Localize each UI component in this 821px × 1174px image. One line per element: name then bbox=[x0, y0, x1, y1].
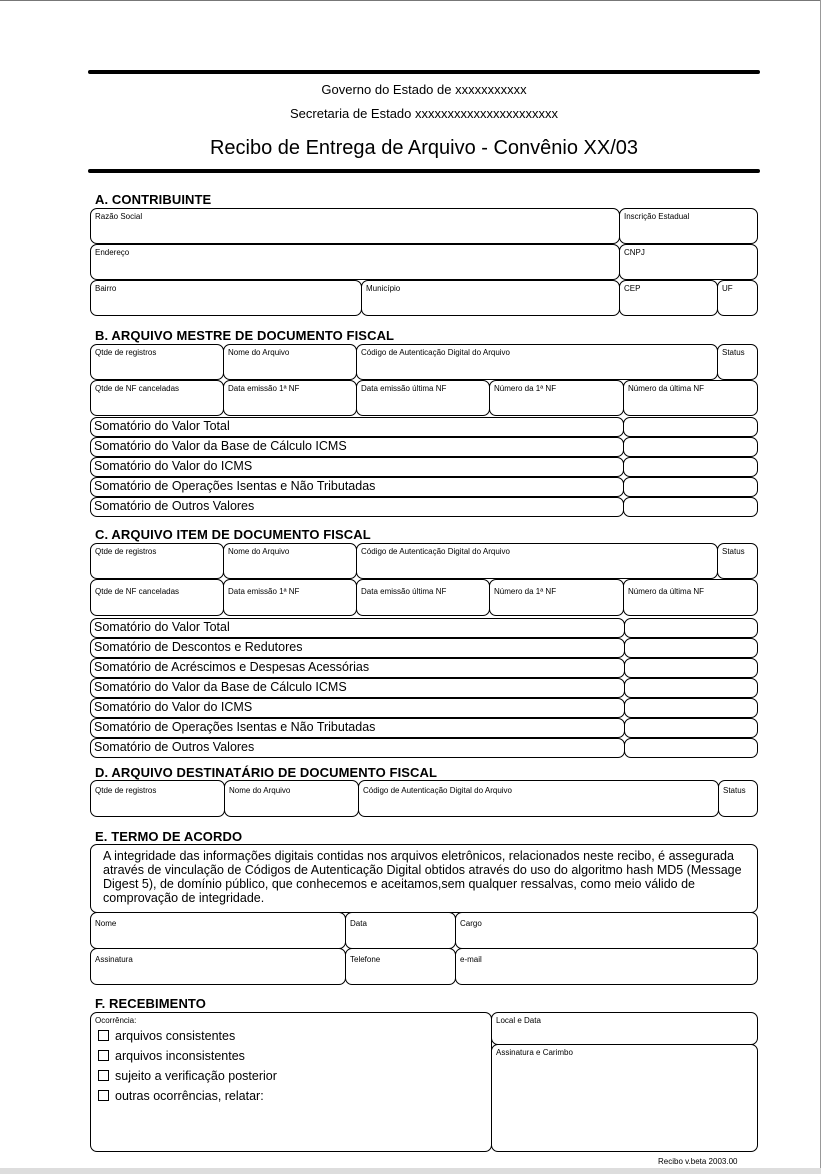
endereco-label: Endereço bbox=[95, 248, 130, 257]
bairro-field[interactable] bbox=[90, 280, 362, 316]
version-footer: Recibo v.beta 2003.00 bbox=[658, 1157, 738, 1166]
telefone-field[interactable] bbox=[345, 948, 456, 985]
page-title: Recibo de Entrega de Arquivo - Convênio XX/03 bbox=[209, 137, 639, 159]
section-f-title: F. RECEBIMENTO bbox=[95, 996, 206, 1011]
c-sum-label: Somatório de Descontos e Redutores bbox=[94, 640, 303, 654]
nome-label: Nome bbox=[95, 919, 117, 928]
telefone-label: Telefone bbox=[350, 955, 381, 964]
c-numero-1nf-label: Número da 1ª NF bbox=[494, 587, 557, 596]
data-field[interactable] bbox=[345, 912, 456, 949]
assinatura-field[interactable] bbox=[90, 948, 346, 985]
c-sum-label: Somatório do Valor da Base de Cálculo ICMS bbox=[94, 680, 347, 694]
termo-acordo-box bbox=[90, 844, 758, 913]
b-numero-1nf-label: Número da 1ª NF bbox=[494, 384, 557, 393]
c-sum-value-field[interactable] bbox=[624, 638, 758, 658]
checkbox-icon[interactable] bbox=[98, 1030, 109, 1041]
b-numero-ultima-field[interactable] bbox=[623, 380, 758, 416]
option-label: arquivos consistentes bbox=[115, 1029, 236, 1043]
b-sum-value-field[interactable] bbox=[623, 417, 758, 437]
b-sum-value-field[interactable] bbox=[623, 477, 758, 497]
c-sum-label: Somatório do Valor Total bbox=[94, 620, 230, 634]
cnpj-field[interactable] bbox=[619, 244, 758, 280]
c-qtde-registros-label: Qtde de registros bbox=[95, 547, 157, 556]
c-qtde-nf-canceladas-field[interactable] bbox=[90, 579, 224, 616]
c-qtde-nf-canceladas-label: Qtde de NF canceladas bbox=[95, 587, 180, 596]
b-sum-label: Somatório do Valor do ICMS bbox=[94, 459, 253, 473]
b-sum-value-field[interactable] bbox=[623, 457, 758, 477]
b-qtde-registros-label: Qtde de registros bbox=[95, 348, 157, 357]
cargo-label: Cargo bbox=[460, 919, 482, 928]
c-data-emissao-1nf-label: Data emissão 1ª NF bbox=[228, 587, 300, 596]
c-sum-row bbox=[90, 638, 625, 658]
checkbox-icon[interactable] bbox=[98, 1050, 109, 1061]
c-data-emissao-ultima-field[interactable] bbox=[356, 579, 490, 616]
razao-social-label: Razão Social bbox=[95, 212, 143, 221]
d-codigo-autenticacao-field[interactable] bbox=[358, 780, 719, 817]
option-label: outras ocorrências, relatar: bbox=[115, 1089, 264, 1103]
b-qtde-registros-field[interactable] bbox=[90, 344, 224, 380]
c-status-label: Status bbox=[722, 547, 745, 556]
c-sum-label: Somatório de Acréscimos e Despesas Acessórias bbox=[94, 660, 370, 674]
inscricao-estadual-field[interactable] bbox=[619, 208, 758, 244]
c-sum-label: Somatório do Valor do ICMS bbox=[94, 700, 253, 714]
uf-field[interactable] bbox=[717, 280, 758, 316]
ocorrencia-box bbox=[90, 1012, 492, 1152]
inscricao-estadual-label: Inscrição Estadual bbox=[624, 212, 690, 221]
c-qtde-registros-field[interactable] bbox=[90, 543, 224, 579]
b-qtde-nf-canceladas-label: Qtde de NF canceladas bbox=[95, 384, 180, 393]
d-codigo-autenticacao-label: Código de Autenticação Digital do Arquivo bbox=[363, 786, 512, 795]
b-numero-ultima-label: Número da última NF bbox=[628, 384, 705, 393]
d-qtde-registros-label: Qtde de registros bbox=[95, 786, 157, 795]
b-sum-label: Somatório do Valor Total bbox=[94, 419, 230, 433]
c-sum-label: Somatório de Outros Valores bbox=[94, 740, 255, 754]
b-sum-label: Somatório de Outros Valores bbox=[94, 499, 255, 513]
c-codigo-autenticacao-field[interactable] bbox=[356, 543, 718, 579]
b-nome-arquivo-label: Nome do Arquivo bbox=[228, 348, 290, 357]
header-secretariat: Secretaria de Estado xxxxxxxxxxxxxxxxxxxxxx bbox=[289, 106, 559, 121]
b-sum-row bbox=[90, 497, 624, 517]
assinatura-label: Assinatura bbox=[95, 955, 133, 964]
b-status-label: Status bbox=[722, 348, 745, 357]
b-numero-1nf-field[interactable] bbox=[489, 380, 624, 416]
c-numero-1nf-field[interactable] bbox=[489, 579, 624, 616]
option-outras-ocorrencias[interactable] bbox=[98, 1089, 264, 1103]
cep-label: CEP bbox=[624, 284, 641, 293]
municipio-label: Município bbox=[366, 284, 401, 293]
local-data-label: Local e Data bbox=[496, 1016, 541, 1025]
c-sum-row bbox=[90, 658, 625, 678]
c-sum-label: Somatório de Operações Isentas e Não Tributadas bbox=[94, 720, 376, 734]
c-sum-value-field[interactable] bbox=[624, 678, 758, 698]
termo-acordo-text: A integridade das informações digitais contidas nos arquivos eletrônicos, relacionados neste recibo, é assegurada através de vinculação de Códigos de Autenticação Digital obtidos através do uso do algoritmo hash MD5 (Message Digest 5), de domínio público, que conhecemos e aceitamos,sem qualquer ressalvas, como meio válido de comprovação de integridade. bbox=[103, 849, 742, 905]
cargo-field[interactable] bbox=[455, 912, 758, 949]
b-qtde-nf-canceladas-field[interactable] bbox=[90, 380, 224, 416]
local-data-field[interactable] bbox=[491, 1012, 758, 1045]
b-data-emissao-1nf-label: Data emissão 1ª NF bbox=[228, 384, 300, 393]
page-bottom-bar bbox=[0, 1168, 821, 1174]
data-label: Data bbox=[350, 919, 367, 928]
option-label: sujeito a verificação posterior bbox=[115, 1069, 277, 1083]
c-codigo-autenticacao-label: Código de Autenticação Digital do Arquivo bbox=[361, 547, 510, 556]
c-data-emissao-1nf-field[interactable] bbox=[223, 579, 357, 616]
c-sum-row bbox=[90, 738, 625, 758]
section-c-title: C. ARQUIVO ITEM DE DOCUMENTO FISCAL bbox=[95, 527, 371, 542]
razao-social-field[interactable] bbox=[90, 208, 620, 244]
c-sum-value-field[interactable] bbox=[624, 718, 758, 738]
b-sum-label: Somatório do Valor da Base de Cálculo ICMS bbox=[94, 439, 347, 453]
option-label: arquivos inconsistentes bbox=[115, 1049, 245, 1063]
b-data-emissao-ultima-label: Data emissão última NF bbox=[361, 384, 447, 393]
nome-field[interactable] bbox=[90, 912, 346, 949]
email-field[interactable] bbox=[455, 948, 758, 985]
header-bottom-rule bbox=[88, 169, 760, 173]
b-status-field[interactable] bbox=[717, 344, 758, 380]
d-qtde-registros-field[interactable] bbox=[90, 780, 225, 817]
cep-field[interactable] bbox=[619, 280, 718, 316]
section-d-title: D. ARQUIVO DESTINATÁRIO DE DOCUMENTO FISCAL bbox=[95, 765, 438, 780]
section-a-title: A. CONTRIBUINTE bbox=[95, 192, 212, 207]
b-sum-row bbox=[90, 477, 624, 497]
municipio-field[interactable] bbox=[361, 280, 620, 316]
section-e-title: E. TERMO DE ACORDO bbox=[95, 829, 243, 844]
option-consistentes[interactable] bbox=[98, 1029, 235, 1043]
cnpj-label: CNPJ bbox=[624, 248, 645, 257]
c-sum-value-field[interactable] bbox=[624, 698, 758, 718]
d-status-label: Status bbox=[723, 786, 746, 795]
endereco-field[interactable] bbox=[90, 244, 620, 280]
uf-label: UF bbox=[722, 284, 733, 293]
section-b-title: B. ARQUIVO MESTRE DE DOCUMENTO FISCAL bbox=[95, 328, 395, 343]
header-government: Governo do Estado de xxxxxxxxxxx bbox=[321, 82, 527, 97]
c-sum-row bbox=[90, 618, 625, 638]
b-data-emissao-1nf-field[interactable] bbox=[223, 380, 357, 416]
option-verificacao-posterior[interactable] bbox=[98, 1069, 277, 1083]
assinatura-carimbo-label: Assinatura e Carimbo bbox=[496, 1048, 573, 1057]
c-nome-arquivo-label: Nome do Arquivo bbox=[228, 547, 290, 556]
b-sum-row bbox=[90, 417, 624, 437]
assinatura-carimbo-field[interactable] bbox=[491, 1044, 758, 1152]
c-sum-row bbox=[90, 698, 625, 718]
b-codigo-autenticacao-label: Código de Autenticação Digital do Arquivo bbox=[361, 348, 510, 357]
email-label: e-mail bbox=[460, 955, 482, 964]
c-status-field[interactable] bbox=[717, 543, 758, 579]
option-inconsistentes[interactable] bbox=[98, 1049, 245, 1063]
b-sum-label: Somatório de Operações Isentas e Não Tributadas bbox=[94, 479, 376, 493]
ocorrencia-label: Ocorrência: bbox=[95, 1016, 137, 1025]
c-sum-row bbox=[90, 718, 625, 738]
c-numero-ultima-label: Número da última NF bbox=[628, 587, 705, 596]
checkbox-icon[interactable] bbox=[98, 1070, 109, 1081]
b-nome-arquivo-field[interactable] bbox=[223, 344, 357, 380]
c-data-emissao-ultima-label: Data emissão última NF bbox=[361, 587, 447, 596]
b-codigo-autenticacao-field[interactable] bbox=[356, 344, 718, 380]
page-frame-top bbox=[0, 0, 821, 1]
d-status-field[interactable] bbox=[718, 780, 758, 817]
c-sum-value-field[interactable] bbox=[624, 658, 758, 678]
c-sum-value-field[interactable] bbox=[624, 738, 758, 758]
header-top-rule bbox=[88, 70, 760, 74]
b-sum-row bbox=[90, 457, 624, 477]
d-nome-arquivo-label: Nome do Arquivo bbox=[229, 786, 291, 795]
c-sum-row bbox=[90, 678, 625, 698]
b-sum-value-field[interactable] bbox=[623, 437, 758, 457]
bairro-label: Bairro bbox=[95, 284, 117, 293]
b-data-emissao-ultima-field[interactable] bbox=[356, 380, 490, 416]
b-sum-value-field[interactable] bbox=[623, 497, 758, 517]
d-nome-arquivo-field[interactable] bbox=[224, 780, 359, 817]
c-numero-ultima-field[interactable] bbox=[623, 579, 758, 616]
b-sum-row bbox=[90, 437, 624, 457]
c-nome-arquivo-field[interactable] bbox=[223, 543, 357, 579]
checkbox-icon[interactable] bbox=[98, 1090, 109, 1101]
c-sum-value-field[interactable] bbox=[624, 618, 758, 638]
